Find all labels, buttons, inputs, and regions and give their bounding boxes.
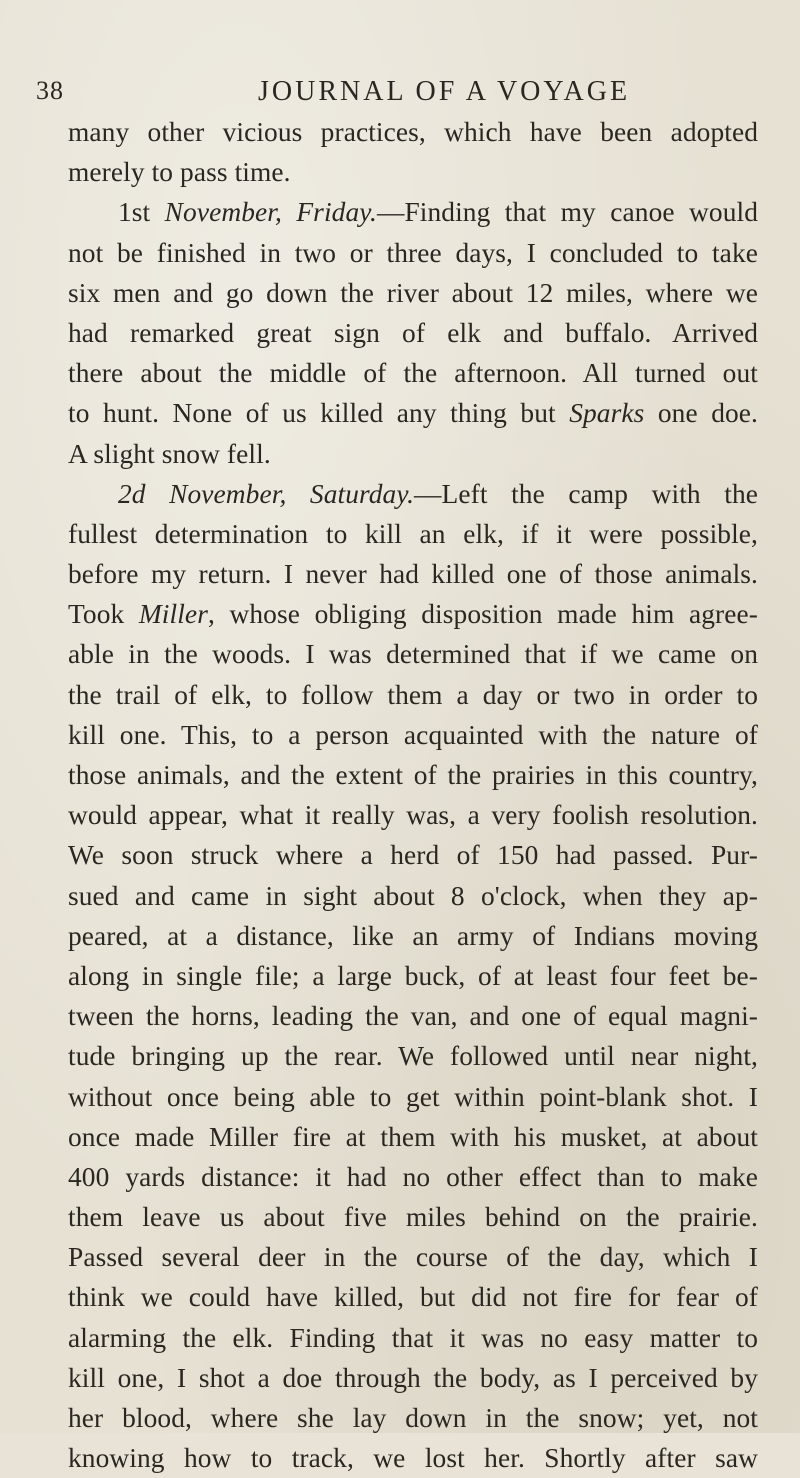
page-header xyxy=(36,76,756,116)
text-line: to hunt. None of us killed any thing but Sparks one doe. xyxy=(68,398,758,429)
page-number: 38 xyxy=(36,76,64,105)
text-line: without once being able to get within point-blank shot. I xyxy=(68,1081,758,1112)
text-line: merely to pass time. xyxy=(68,157,291,188)
text-line: able in the woods. I was determined that if we came on xyxy=(68,639,758,670)
text-line: kill one. This, to a person acquainted with the nature of xyxy=(68,719,758,750)
text-line: kill one, I shot a doe through the body, as I perceived by xyxy=(68,1362,758,1393)
text-line: six men and go down the river about 12 miles, where we xyxy=(68,277,758,308)
text-line: alarming the elk. Finding that it was no easy matter to xyxy=(68,1322,758,1353)
text-line: before my return. I never had killed one of those animals. xyxy=(68,559,758,590)
text-line: had remarked great sign of elk and buffalo. Arrived xyxy=(68,317,758,348)
text-line: would appear, what it really was, a very foolish resolution. xyxy=(68,800,758,831)
text-line: knowing how to track, we lost her. Shortly after saw xyxy=(68,1443,758,1474)
text-line: tween the horns, leading the van, and one of equal magni- xyxy=(68,1001,758,1032)
text-line: them leave us about five miles behind on the prairie. xyxy=(68,1202,758,1233)
text-line: Took Miller, whose obliging disposition made him agree- xyxy=(68,599,758,630)
text-line: 400 yards distance: it had no other effect than to make xyxy=(68,1161,758,1192)
text-line: We soon struck where a herd of 150 had passed. Pur- xyxy=(68,840,758,871)
text-line: 2d November, Saturday.—Left the camp with the xyxy=(118,478,758,509)
text-line: A slight snow fell. xyxy=(68,438,271,469)
text-line: tude bringing up the rear. We followed until near night, xyxy=(68,1041,758,1072)
text-line: the trail of elk, to follow them a day or two in order to xyxy=(68,679,758,710)
text-line: fullest determination to kill an elk, if it were possible, xyxy=(68,518,758,549)
running-head: JOURNAL OF A VOYAGE xyxy=(258,76,631,107)
text-line: there about the middle of the afternoon. All turned out xyxy=(68,358,758,389)
text-line: think we could have killed, but did not fire for fear of xyxy=(68,1282,758,1313)
text-line: Passed several deer in the course of the day, which I xyxy=(68,1242,758,1273)
text-line: once made Miller fire at them with his musket, at about xyxy=(68,1121,758,1152)
text-line: 1st November, Friday.—Finding that my canoe would xyxy=(118,197,758,228)
text-line: sued and came in sight about 8 o'clock, when they ap- xyxy=(68,880,758,911)
text-line: not be finished in two or three days, I concluded to take xyxy=(68,237,758,268)
text-line: many other vicious practices, which have been adopted xyxy=(68,117,758,147)
text-line: her blood, where she lay down in the snow; yet, not xyxy=(68,1403,758,1433)
text-line: those animals, and the extent of the prairies in this country, xyxy=(68,760,758,790)
text-line: along in single file; a large buck, of at least four feet be- xyxy=(68,960,758,991)
text-line: peared, at a distance, like an army of Indians moving xyxy=(68,920,758,951)
body-text xyxy=(68,112,758,1478)
